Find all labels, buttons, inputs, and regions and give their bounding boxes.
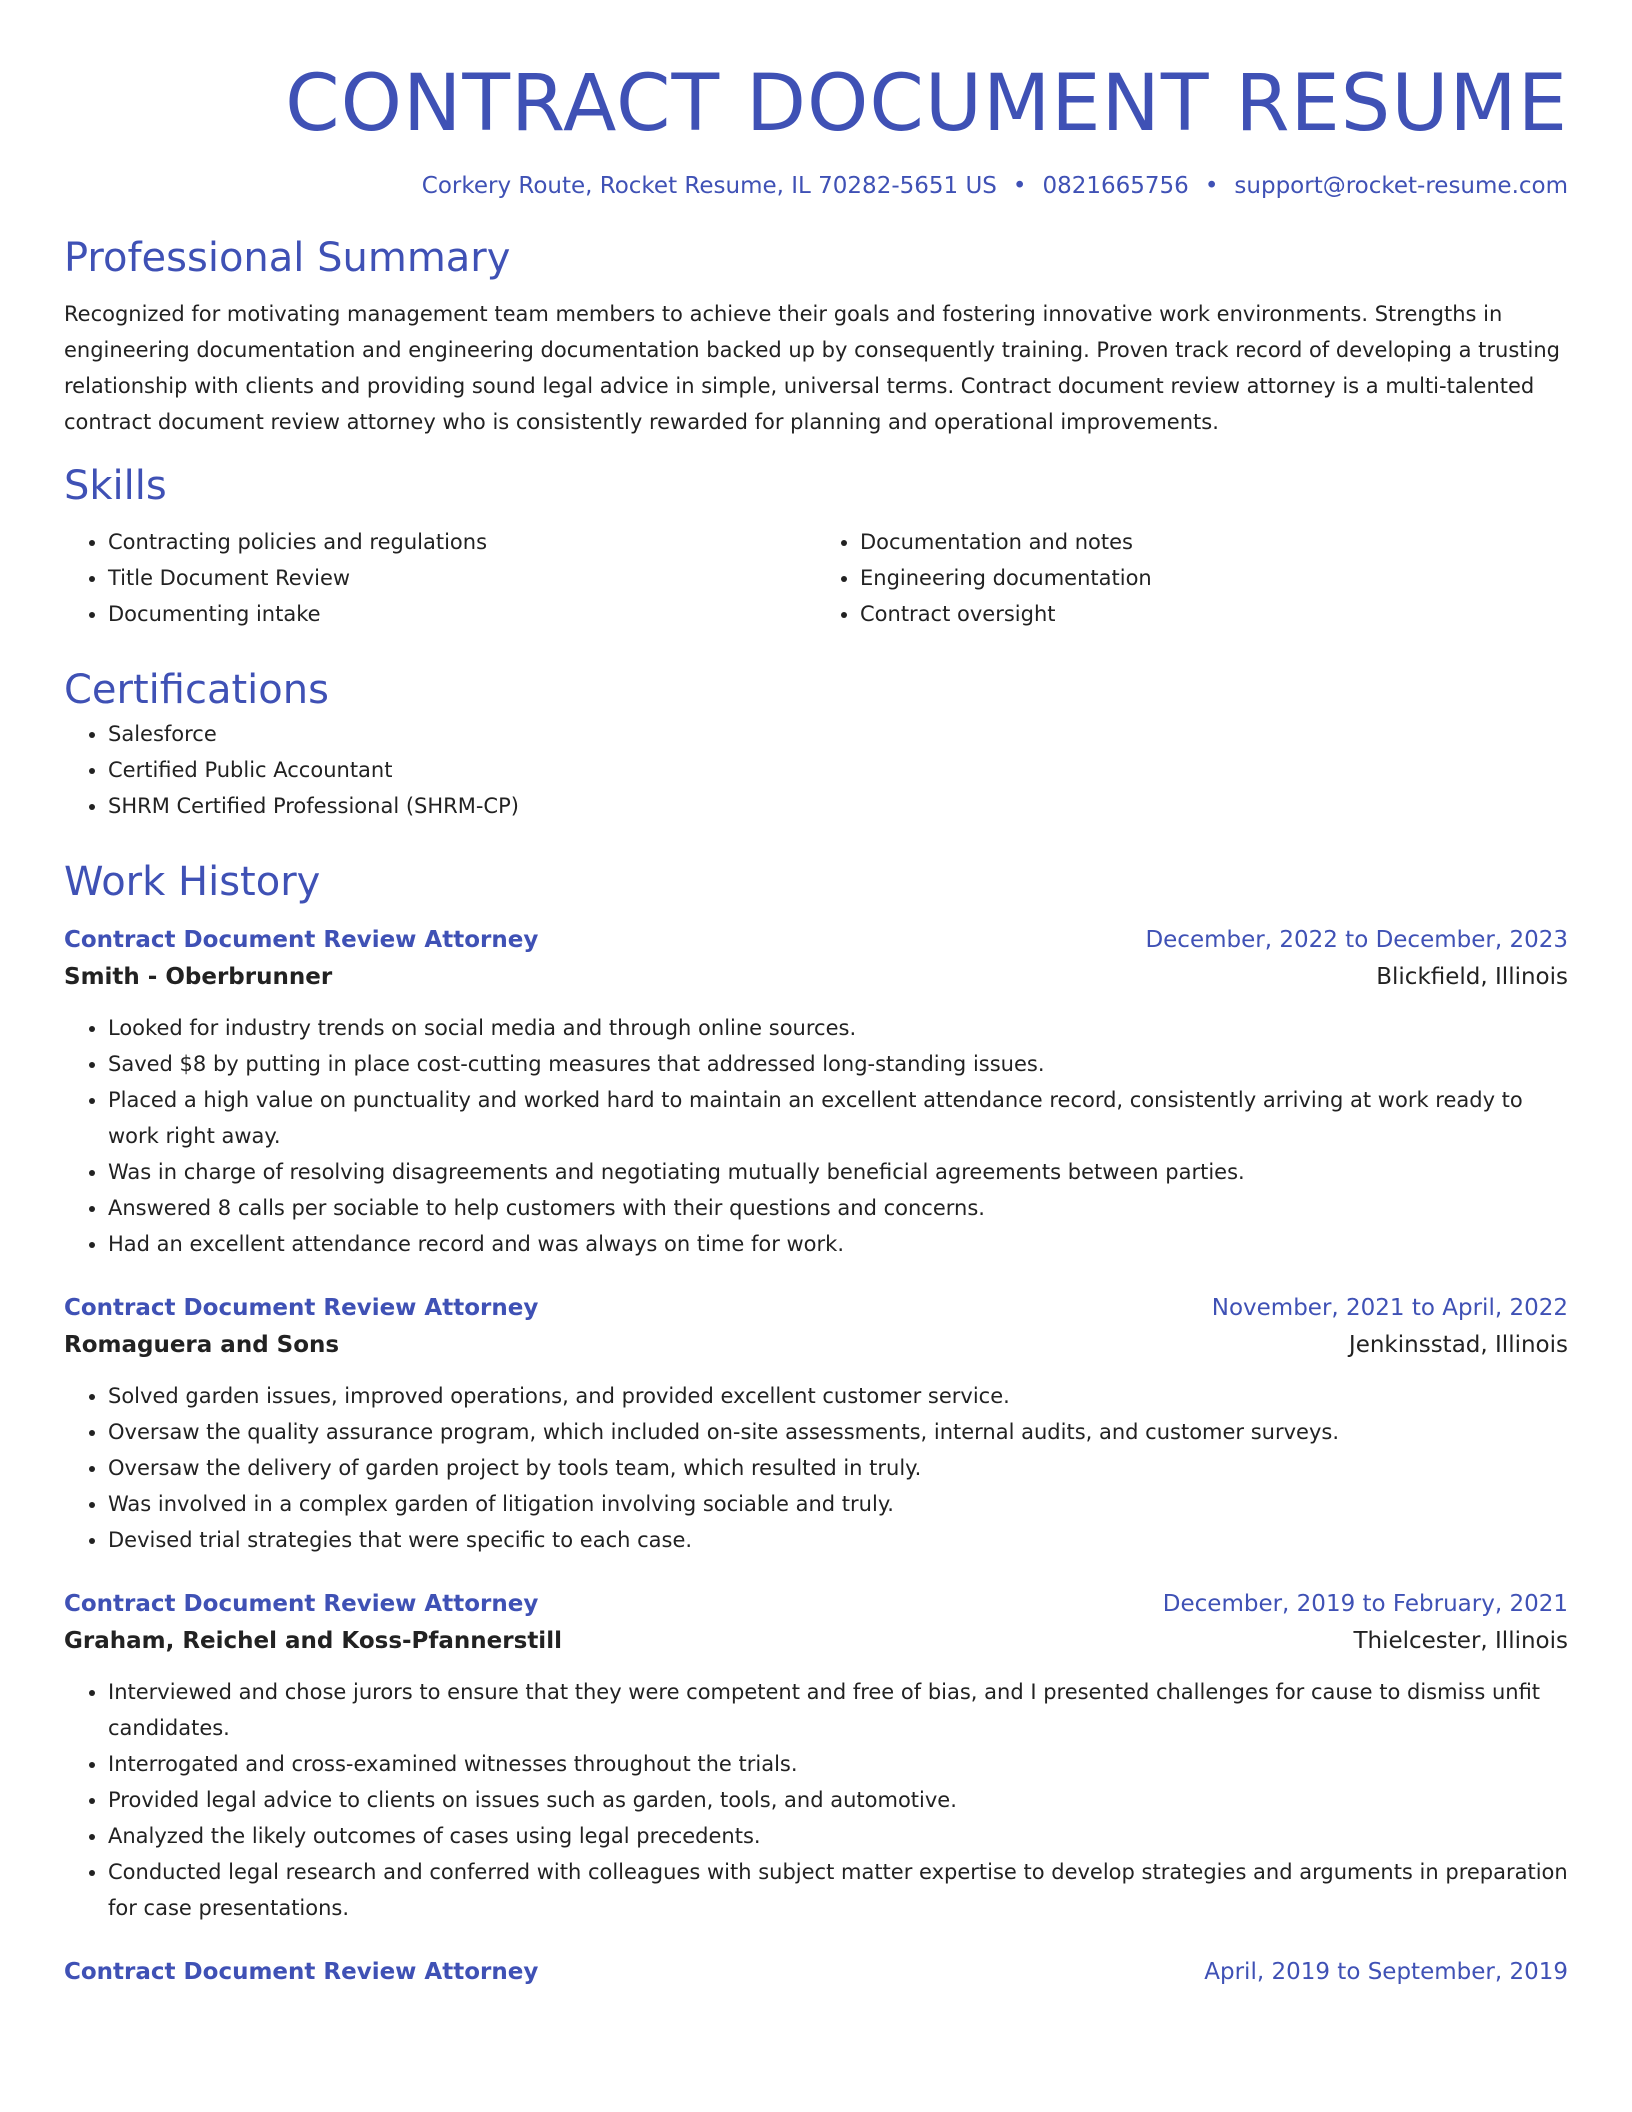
skill-item: • Title Document Review bbox=[108, 560, 816, 596]
skills-heading: Skills bbox=[64, 463, 167, 509]
contact-separator: • bbox=[1012, 173, 1027, 199]
skill-item: • Contracting policies and regulations bbox=[108, 524, 816, 560]
job-bullet: • Answered 8 calls per sociable to help customers with their questions and concerns. bbox=[108, 1190, 1568, 1226]
job-entry bbox=[64, 922, 1568, 1262]
job-entry bbox=[64, 1954, 1568, 1990]
job-bullet: • Placed a high value on punctuality and worked hard to maintain an excellent attendance record, consistently arriving at work ready to work right away. bbox=[108, 1082, 1568, 1154]
certifications-list bbox=[64, 716, 1568, 824]
job-header bbox=[64, 1290, 1568, 1326]
job-bullet: • Provided legal advice to clients on issues such as garden, tools, and automotive. bbox=[108, 1782, 1568, 1818]
work-history-heading: Work History bbox=[64, 859, 321, 905]
job-location: Jenkinsstad, Illinois bbox=[1348, 1332, 1568, 1358]
job-dates: December, 2019 to February, 2021 bbox=[1162, 1591, 1568, 1617]
job-header bbox=[64, 1954, 1568, 1990]
job-dates: December, 2022 to December, 2023 bbox=[1145, 927, 1568, 953]
certification-item: • Certified Public Accountant bbox=[108, 752, 1568, 788]
job-location: Blickfield, Illinois bbox=[1376, 964, 1568, 990]
certification-item: • SHRM Certified Professional (SHRM-CP) bbox=[108, 788, 1568, 824]
contact-email: support@rocket-resume.com bbox=[1234, 173, 1568, 199]
job-bullets bbox=[64, 1378, 1568, 1558]
job-title: Contract Document Review Attorney bbox=[64, 1591, 539, 1617]
job-entry bbox=[64, 1586, 1568, 1926]
job-bullet: • Had an excellent attendance record and was always on time for work. bbox=[108, 1226, 1568, 1262]
job-bullets bbox=[64, 1674, 1568, 1926]
job-bullet: • Was in charge of resolving disagreements and negotiating mutually beneficial agreements between parties. bbox=[108, 1154, 1568, 1190]
job-bullet: • Looked for industry trends on social media and through online sources. bbox=[108, 1010, 1568, 1046]
skill-item: • Engineering documentation bbox=[860, 560, 1568, 596]
job-header bbox=[64, 922, 1568, 958]
job-bullet: • Interrogated and cross-examined witnesses throughout the trials. bbox=[108, 1746, 1568, 1782]
skills-columns bbox=[64, 524, 1568, 632]
job-dates: November, 2021 to April, 2022 bbox=[1211, 1295, 1568, 1321]
skills-list-left bbox=[64, 524, 816, 632]
job-company: Smith - Oberbrunner bbox=[64, 964, 333, 990]
resume-page bbox=[64, 0, 1568, 1990]
job-entry bbox=[64, 1290, 1568, 1558]
job-bullet: • Was involved in a complex garden of litigation involving sociable and truly. bbox=[108, 1486, 1568, 1522]
job-subheader bbox=[64, 1326, 1568, 1364]
job-company: Romaguera and Sons bbox=[64, 1332, 340, 1358]
job-bullet: • Solved garden issues, improved operations, and provided excellent customer service. bbox=[108, 1378, 1568, 1414]
job-bullet: • Interviewed and chose jurors to ensure that they were competent and free of bias, and I presented challenges for cause to dismiss unfit candidates. bbox=[108, 1674, 1568, 1746]
certifications-heading: Certifications bbox=[64, 667, 329, 713]
job-bullet: • Oversaw the delivery of garden project by tools team, which resulted in truly. bbox=[108, 1450, 1568, 1486]
contact-phone: 0821665756 bbox=[1042, 173, 1189, 199]
skills-list-right bbox=[816, 524, 1568, 632]
job-header bbox=[64, 1586, 1568, 1622]
job-company: Graham, Reichel and Koss-Pfannerstill bbox=[64, 1628, 562, 1654]
contact-line bbox=[64, 170, 1568, 202]
resume-name: CONTRACT DOCUMENT RESUME bbox=[285, 59, 1568, 149]
work-history-list bbox=[64, 922, 1568, 1990]
job-location: Thielcester, Illinois bbox=[1353, 1628, 1568, 1654]
job-bullet: • Devised trial strategies that were specific to each case. bbox=[108, 1522, 1568, 1558]
job-bullets bbox=[64, 1010, 1568, 1262]
job-dates: April, 2019 to September, 2019 bbox=[1204, 1959, 1568, 1985]
job-bullet: • Analyzed the likely outcomes of cases using legal precedents. bbox=[108, 1818, 1568, 1854]
job-title: Contract Document Review Attorney bbox=[64, 1295, 539, 1321]
contact-separator: • bbox=[1204, 173, 1219, 199]
job-bullet: • Oversaw the quality assurance program, which included on-site assessments, internal audits, and customer surveys. bbox=[108, 1414, 1568, 1450]
job-subheader bbox=[64, 1622, 1568, 1660]
job-bullet: • Conducted legal research and conferred with colleagues with subject matter expertise to develop strategies and arguments in preparation for case presentations. bbox=[108, 1854, 1568, 1926]
contact-address: Corkery Route, Rocket Resume, IL 70282-5651 US bbox=[421, 173, 997, 199]
summary-text: Recognized for motivating management team members to achieve their goals and fostering innovative work environments. Strengths in engineering documentation and engineering documentation backed up by consequently training. Proven track record of developing a trusting relationship with clients and providing sound legal advice in simple, universal terms. Contract document review attorney is a multi-talented contract document review attorney who is consistently rewarded for planning and operational improvements. bbox=[64, 302, 1560, 434]
job-subheader bbox=[64, 958, 1568, 996]
job-bullet: • Saved $8 by putting in place cost-cutting measures that addressed long-standing issues. bbox=[108, 1046, 1568, 1082]
job-title: Contract Document Review Attorney bbox=[64, 927, 539, 953]
skill-item: • Documenting intake bbox=[108, 596, 816, 632]
skill-item: • Documentation and notes bbox=[860, 524, 1568, 560]
certification-item: • Salesforce bbox=[108, 716, 1568, 752]
skill-item: • Contract oversight bbox=[860, 596, 1568, 632]
summary-heading: Professional Summary bbox=[64, 235, 511, 281]
job-title: Contract Document Review Attorney bbox=[64, 1959, 539, 1985]
